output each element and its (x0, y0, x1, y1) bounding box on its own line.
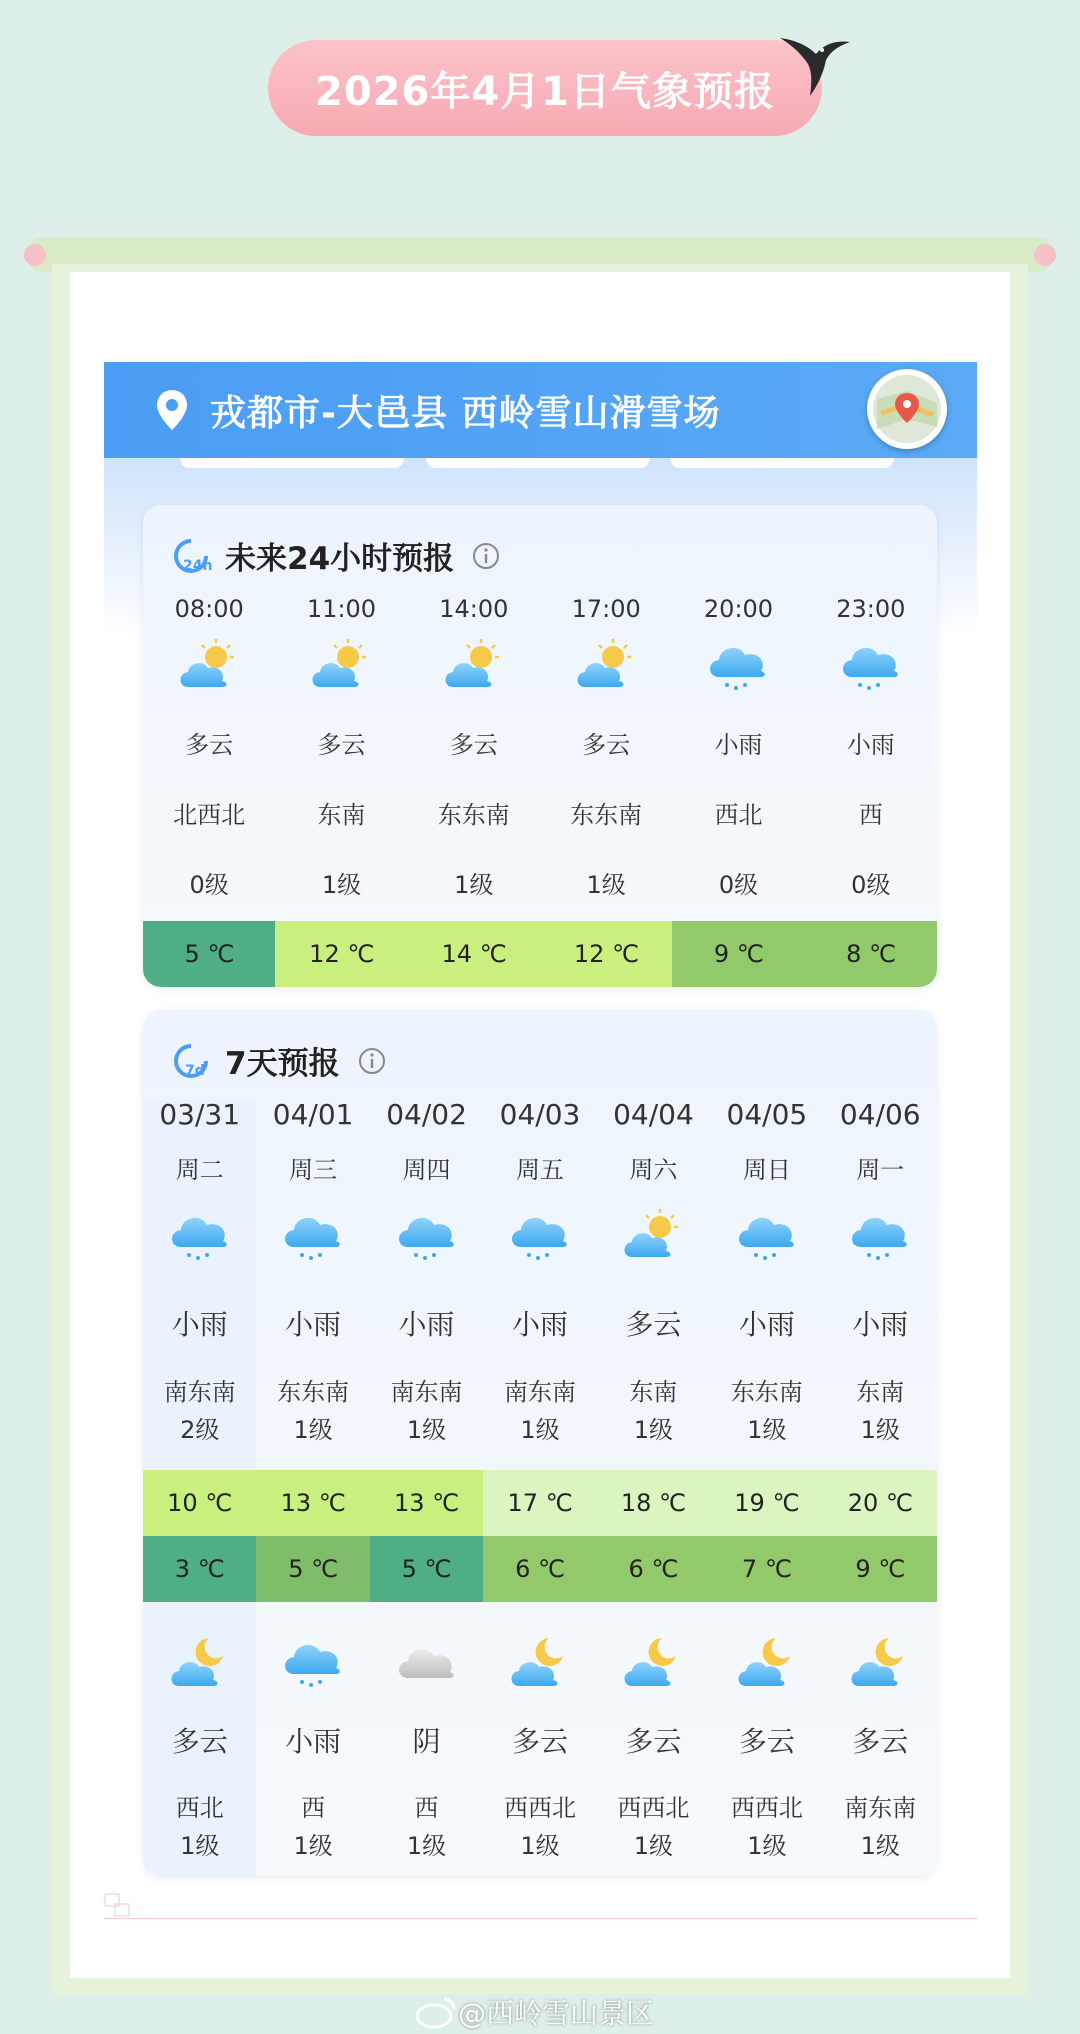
location-pin-icon (154, 388, 190, 432)
daily-night-wind-direction: 西西北 (503, 1794, 576, 1822)
24h-clock-icon (171, 537, 213, 575)
light-rain-icon (256, 1632, 369, 1696)
daily-night-weather: 多云 (852, 1725, 909, 1758)
daily-night-wind-direction: 西北 (175, 1794, 224, 1822)
daily-low-temperature: 5 ℃ (370, 1536, 483, 1602)
hourly-time: 23:00 (836, 595, 906, 623)
daily-high-temperature: 13 ℃ (256, 1470, 369, 1536)
hourly-forecast-card (143, 505, 937, 987)
daily-low-temperature: 3 ℃ (143, 1536, 256, 1602)
daily-high-temperature: 13 ℃ (370, 1470, 483, 1536)
partly-cloudy-night-icon (710, 1632, 823, 1696)
daily-night-wind-direction: 西 (301, 1794, 326, 1822)
map-icon (867, 369, 947, 449)
daily-night-weather: 多云 (171, 1725, 228, 1758)
partly-cloudy-night-icon (143, 1632, 256, 1696)
light-rain-icon (710, 1205, 823, 1269)
daily-day-wind-direction: 东南 (629, 1378, 678, 1406)
decor-squares-icon (104, 1893, 134, 1919)
daily-date: 04/06 (839, 1098, 921, 1131)
light-rain-icon (370, 1205, 483, 1269)
hourly-wind-level: 1级 (586, 871, 626, 899)
hourly-wind-direction: 北西北 (173, 801, 246, 829)
daily-day-wind-level: 1级 (406, 1416, 447, 1444)
daily-high-temperature: 20 ℃ (824, 1470, 937, 1536)
daily-night-wind-level: 1级 (180, 1832, 220, 1860)
daily-day-weather: 小雨 (738, 1308, 795, 1341)
daily-low-temperature: 6 ℃ (597, 1536, 710, 1602)
tab-stub-1 (180, 458, 404, 468)
hourly-wind-level: 1级 (321, 871, 362, 899)
hourly-time: 17:00 (571, 595, 641, 623)
hourly-weather: 多云 (317, 731, 366, 759)
daily-night-wind-level: 1级 (293, 1832, 333, 1860)
svg-text:24h: 24h (183, 557, 213, 574)
daily-weekday: 周三 (289, 1156, 338, 1184)
decor-line (104, 1918, 977, 1919)
partly-cloudy-night-icon (597, 1632, 710, 1696)
daily-day-weather: 小雨 (852, 1308, 909, 1341)
hourly-wind-level: 1级 (454, 871, 494, 899)
daily-night-weather: 多云 (511, 1725, 568, 1758)
daily-day-wind-direction: 南东南 (163, 1378, 236, 1406)
light-rain-icon (824, 1205, 937, 1269)
daily-day-weather: 小雨 (398, 1308, 455, 1341)
daily-day-weather: 小雨 (511, 1308, 568, 1341)
partly-cloudy-night-icon (483, 1632, 596, 1696)
daily-night-wind-level: 1级 (520, 1832, 560, 1860)
daily-high-temperature: 18 ℃ (597, 1470, 710, 1536)
hourly-temperature: 5 ℃ (143, 921, 276, 987)
hourly-time: 14:00 (439, 595, 509, 623)
daily-high-temperature: 10 ℃ (143, 1470, 256, 1536)
daily-day-wind-direction: 南东南 (390, 1378, 463, 1406)
scroll-knob-right (1034, 244, 1056, 266)
location-text: 戎都市-大邑县 西岭雪山滑雪场 (210, 392, 721, 434)
hourly-wind-level: 0级 (718, 871, 759, 899)
hourly-weather: 小雨 (846, 731, 895, 759)
daily-day-weather: 小雨 (171, 1308, 228, 1341)
overcast-icon (370, 1632, 483, 1696)
hourly-weather: 多云 (582, 731, 631, 759)
daily-day-wind-direction: 东南 (856, 1378, 905, 1406)
scroll-knob-left (24, 244, 46, 266)
watermark (414, 1992, 654, 2032)
light-rain-icon (143, 1205, 256, 1269)
hourly-temperature: 9 ℃ (672, 921, 805, 987)
daily-night-wind-direction: 南东南 (844, 1794, 917, 1822)
hourly-time: 11:00 (306, 595, 377, 623)
daily-day-wind-direction: 东东南 (277, 1378, 350, 1406)
hourly-temperature: 14 ℃ (408, 921, 541, 987)
daily-day-weather: 小雨 (285, 1308, 342, 1341)
daily-day-weather: 多云 (625, 1308, 682, 1341)
hourly-weather: 多云 (185, 731, 234, 759)
partly-cloudy-day-icon (597, 1205, 710, 1269)
banner-title: 2026年4月1日气象预报 (268, 40, 822, 136)
daily-header (171, 1038, 386, 1083)
daily-low-temperature: 5 ℃ (256, 1536, 369, 1602)
daily-night-weather: 小雨 (285, 1725, 342, 1758)
daily-day-wind-level: 1级 (520, 1416, 560, 1444)
light-rain-icon (483, 1205, 596, 1269)
swallow-icon (776, 30, 852, 100)
hourly-time: 08:00 (174, 595, 244, 623)
daily-low-temperature: 9 ℃ (824, 1536, 937, 1602)
daily-night-wind-direction: 西 (414, 1794, 439, 1822)
daily-low-temperature: 7 ℃ (710, 1536, 823, 1602)
daily-day-wind-direction: 东东南 (730, 1378, 803, 1406)
hourly-wind-direction: 东东南 (437, 801, 510, 829)
partly-cloudy-day-icon (143, 635, 275, 699)
daily-date: 04/02 (386, 1098, 467, 1131)
daily-high-temperature: 17 ℃ (483, 1470, 596, 1536)
daily-title: 7天预报 (225, 1046, 340, 1082)
watermark-text: @西岭雪山景区 (458, 1997, 655, 2030)
tab-stub-3 (670, 458, 894, 468)
daily-forecast-card (143, 1010, 937, 1876)
hourly-header (171, 533, 500, 578)
partly-cloudy-day-icon (275, 635, 407, 699)
hourly-wind-level: 0级 (851, 871, 891, 899)
hourly-title: 未来24小时预报 (225, 541, 455, 577)
tab-stub-2 (426, 458, 650, 468)
light-rain-icon (256, 1205, 369, 1269)
daily-night-wind-level: 1级 (633, 1832, 674, 1860)
hourly-wind-direction: 东南 (317, 801, 366, 829)
daily-date: 04/04 (613, 1098, 694, 1131)
partly-cloudy-day-icon (540, 635, 672, 699)
weibo-icon (414, 1995, 458, 2029)
hourly-wind-direction: 西 (858, 801, 883, 829)
hourly-temperature: 12 ℃ (540, 921, 673, 987)
hourly-wind-level: 0级 (189, 871, 229, 899)
map-button[interactable] (867, 369, 947, 449)
hourly-weather: 小雨 (714, 731, 763, 759)
daily-night-wind-level: 1级 (406, 1832, 447, 1860)
daily-day-wind-level: 1级 (633, 1416, 674, 1444)
daily-night-weather: 阴 (412, 1725, 441, 1758)
hourly-temperature: 12 ℃ (275, 921, 408, 987)
daily-weekday: 周一 (856, 1156, 905, 1184)
info-icon[interactable] (472, 542, 500, 570)
daily-day-wind-level: 2级 (180, 1416, 220, 1444)
daily-weekday: 周二 (175, 1156, 224, 1184)
daily-day-wind-direction: 南东南 (503, 1378, 576, 1406)
hourly-wind-direction: 东东南 (570, 801, 643, 829)
daily-day-wind-level: 1级 (860, 1416, 900, 1444)
daily-date: 04/05 (726, 1098, 808, 1131)
daily-day-wind-level: 1级 (293, 1416, 333, 1444)
daily-weekday: 周日 (742, 1156, 791, 1184)
hourly-weather: 多云 (449, 731, 498, 759)
daily-day-wind-level: 1级 (747, 1416, 787, 1444)
info-icon[interactable] (358, 1047, 386, 1075)
daily-night-weather: 多云 (625, 1725, 682, 1758)
location-bar (104, 362, 977, 458)
daily-night-wind-direction: 西西北 (730, 1794, 803, 1822)
partly-cloudy-day-icon (408, 635, 540, 699)
daily-night-weather: 多云 (738, 1725, 795, 1758)
daily-night-wind-direction: 西西北 (617, 1794, 690, 1822)
daily-date: 04/01 (272, 1098, 354, 1131)
daily-night-wind-level: 1级 (747, 1832, 787, 1860)
daily-high-temperature: 19 ℃ (710, 1470, 823, 1536)
daily-weekday: 周四 (402, 1156, 451, 1184)
daily-night-wind-level: 1级 (860, 1832, 900, 1860)
daily-date: 04/03 (499, 1098, 581, 1131)
partly-cloudy-night-icon (824, 1632, 937, 1696)
hourly-temperature: 8 ℃ (805, 921, 937, 987)
light-rain-icon (672, 635, 804, 699)
svg-text:7d: 7d (185, 1062, 205, 1079)
daily-weekday: 周六 (629, 1156, 678, 1184)
hourly-wind-direction: 西北 (714, 801, 763, 829)
light-rain-icon (805, 635, 937, 699)
daily-weekday: 周五 (515, 1156, 564, 1184)
daily-low-temperature: 6 ℃ (483, 1536, 596, 1602)
7d-calendar-icon (171, 1042, 213, 1080)
daily-date: 03/31 (159, 1098, 241, 1131)
hourly-time: 20:00 (703, 595, 774, 623)
